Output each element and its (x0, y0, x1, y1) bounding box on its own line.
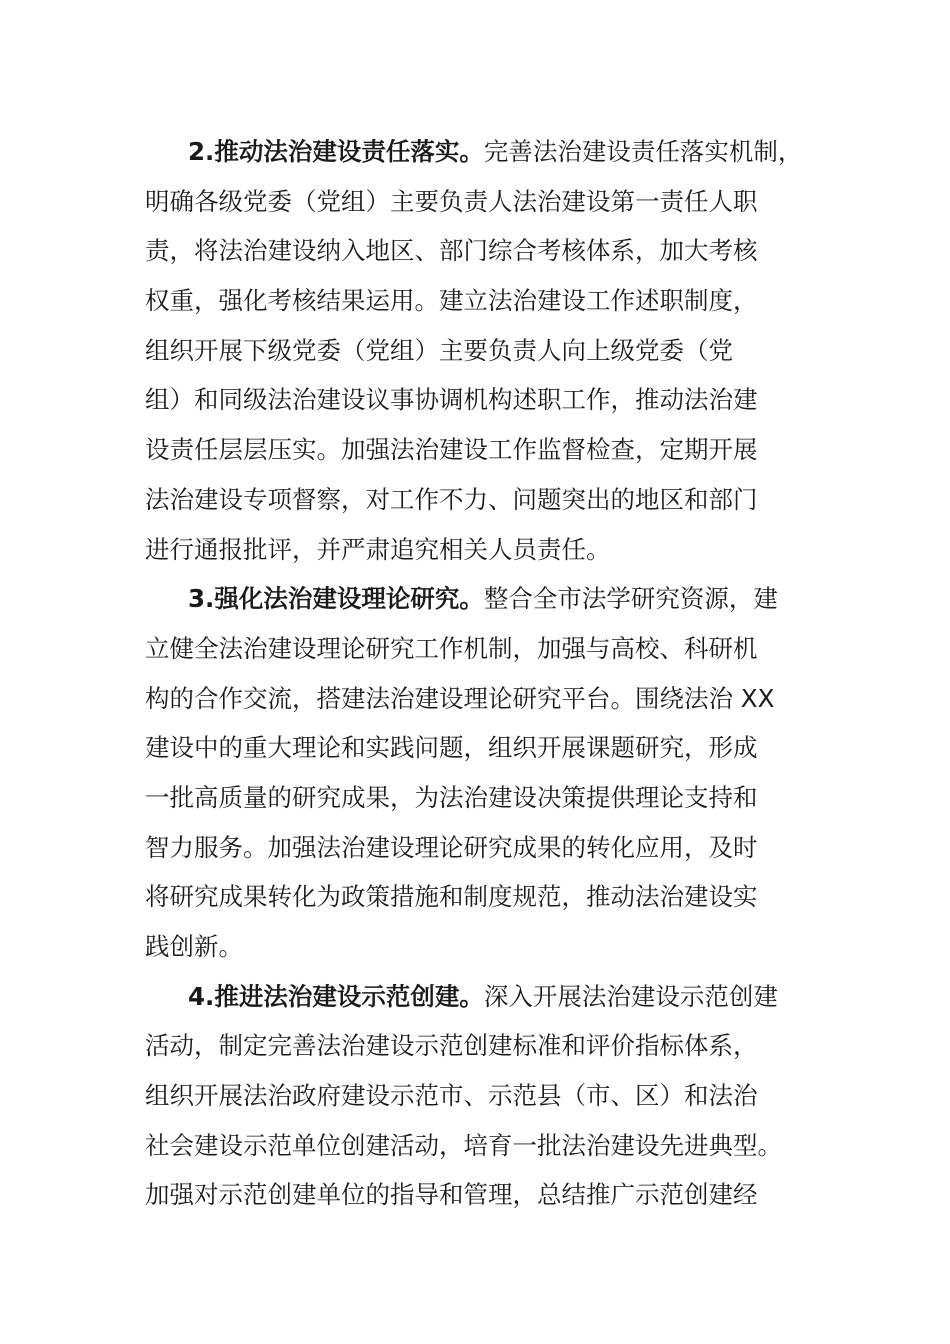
paragraph-first-line (145, 127, 835, 177)
paragraph-line: 组）和同级法治建设议事协调机构述职工作，推动法治建 (145, 385, 758, 415)
paragraph-line: 加强对示范创建单位的指导和管理，总结推广示范创建经 (145, 1180, 758, 1210)
paragraph-line: 践创新。 (145, 932, 243, 961)
paragraph-line: 进行通报批评，并严肃追究相关人员责任。 (145, 534, 611, 564)
paragraph-heading: 3.强化法治建设理论研究。 (188, 584, 484, 614)
paragraph-line: 智力服务。加强法治建设理论研究成果的转化应用，及时 (145, 832, 758, 862)
paragraph-4 (145, 972, 835, 1220)
paragraph-2 (145, 127, 835, 574)
paragraph-line: 一批高质量的研究成果，为法治建设决策提供理论支持和 (145, 782, 758, 812)
paragraph-3 (145, 574, 835, 972)
paragraph-text: 完善法治建设责任落实机制， (483, 137, 803, 166)
paragraph-line: 立健全法治建设理论研究工作机制，加强与高校、科研机 (145, 633, 758, 663)
paragraph-line: 建设中的重大理论和实践问题，组织开展课题研究，形成 (145, 733, 758, 763)
paragraph-line: 责，将法治建设纳入地区、部门综合考核体系，加大考核 (145, 236, 758, 266)
paragraph-first-line (145, 972, 835, 1022)
paragraph-line: 法治建设专项督察，对工作不力、问题突出的地区和部门 (145, 484, 758, 514)
document-body (145, 127, 835, 1220)
paragraph-line: 社会建设示范单位创建活动，培育一批法治建设先进典型。 (145, 1130, 782, 1160)
paragraph-line: 构的合作交流，搭建法治建设理论研究平台。围绕法治 XX (145, 683, 775, 713)
paragraph-first-line (145, 574, 835, 624)
paragraph-line: 组织开展法治政府建设示范市、示范县（市、区）和法治 (145, 1081, 758, 1111)
paragraph-heading: 4.推进法治建设示范创建。 (188, 981, 484, 1011)
paragraph-line: 组织开展下级党委（党组）主要负责人向上级党委（党 (145, 335, 733, 365)
paragraph-line: 明确各级党委（党组）主要负责人法治建设第一责任人职 (145, 186, 758, 216)
paragraph-heading: 2.推动法治建设责任落实。 (188, 137, 484, 166)
paragraph-line: 设责任层层压实。加强法治建设工作监督检查，定期开展 (145, 435, 758, 465)
paragraph-line: 活动，制定完善法治建设示范创建标准和评价指标体系， (145, 1031, 758, 1061)
paragraph-line: 将研究成果转化为政策措施和制度规范，推动法治建设实 (145, 882, 758, 912)
paragraph-text: 整合全市法学研究资源，建 (483, 584, 778, 614)
paragraph-line: 权重，强化考核结果运用。建立法治建设工作述职制度， (145, 286, 758, 316)
paragraph-text: 深入开展法治建设示范创建 (483, 981, 778, 1011)
